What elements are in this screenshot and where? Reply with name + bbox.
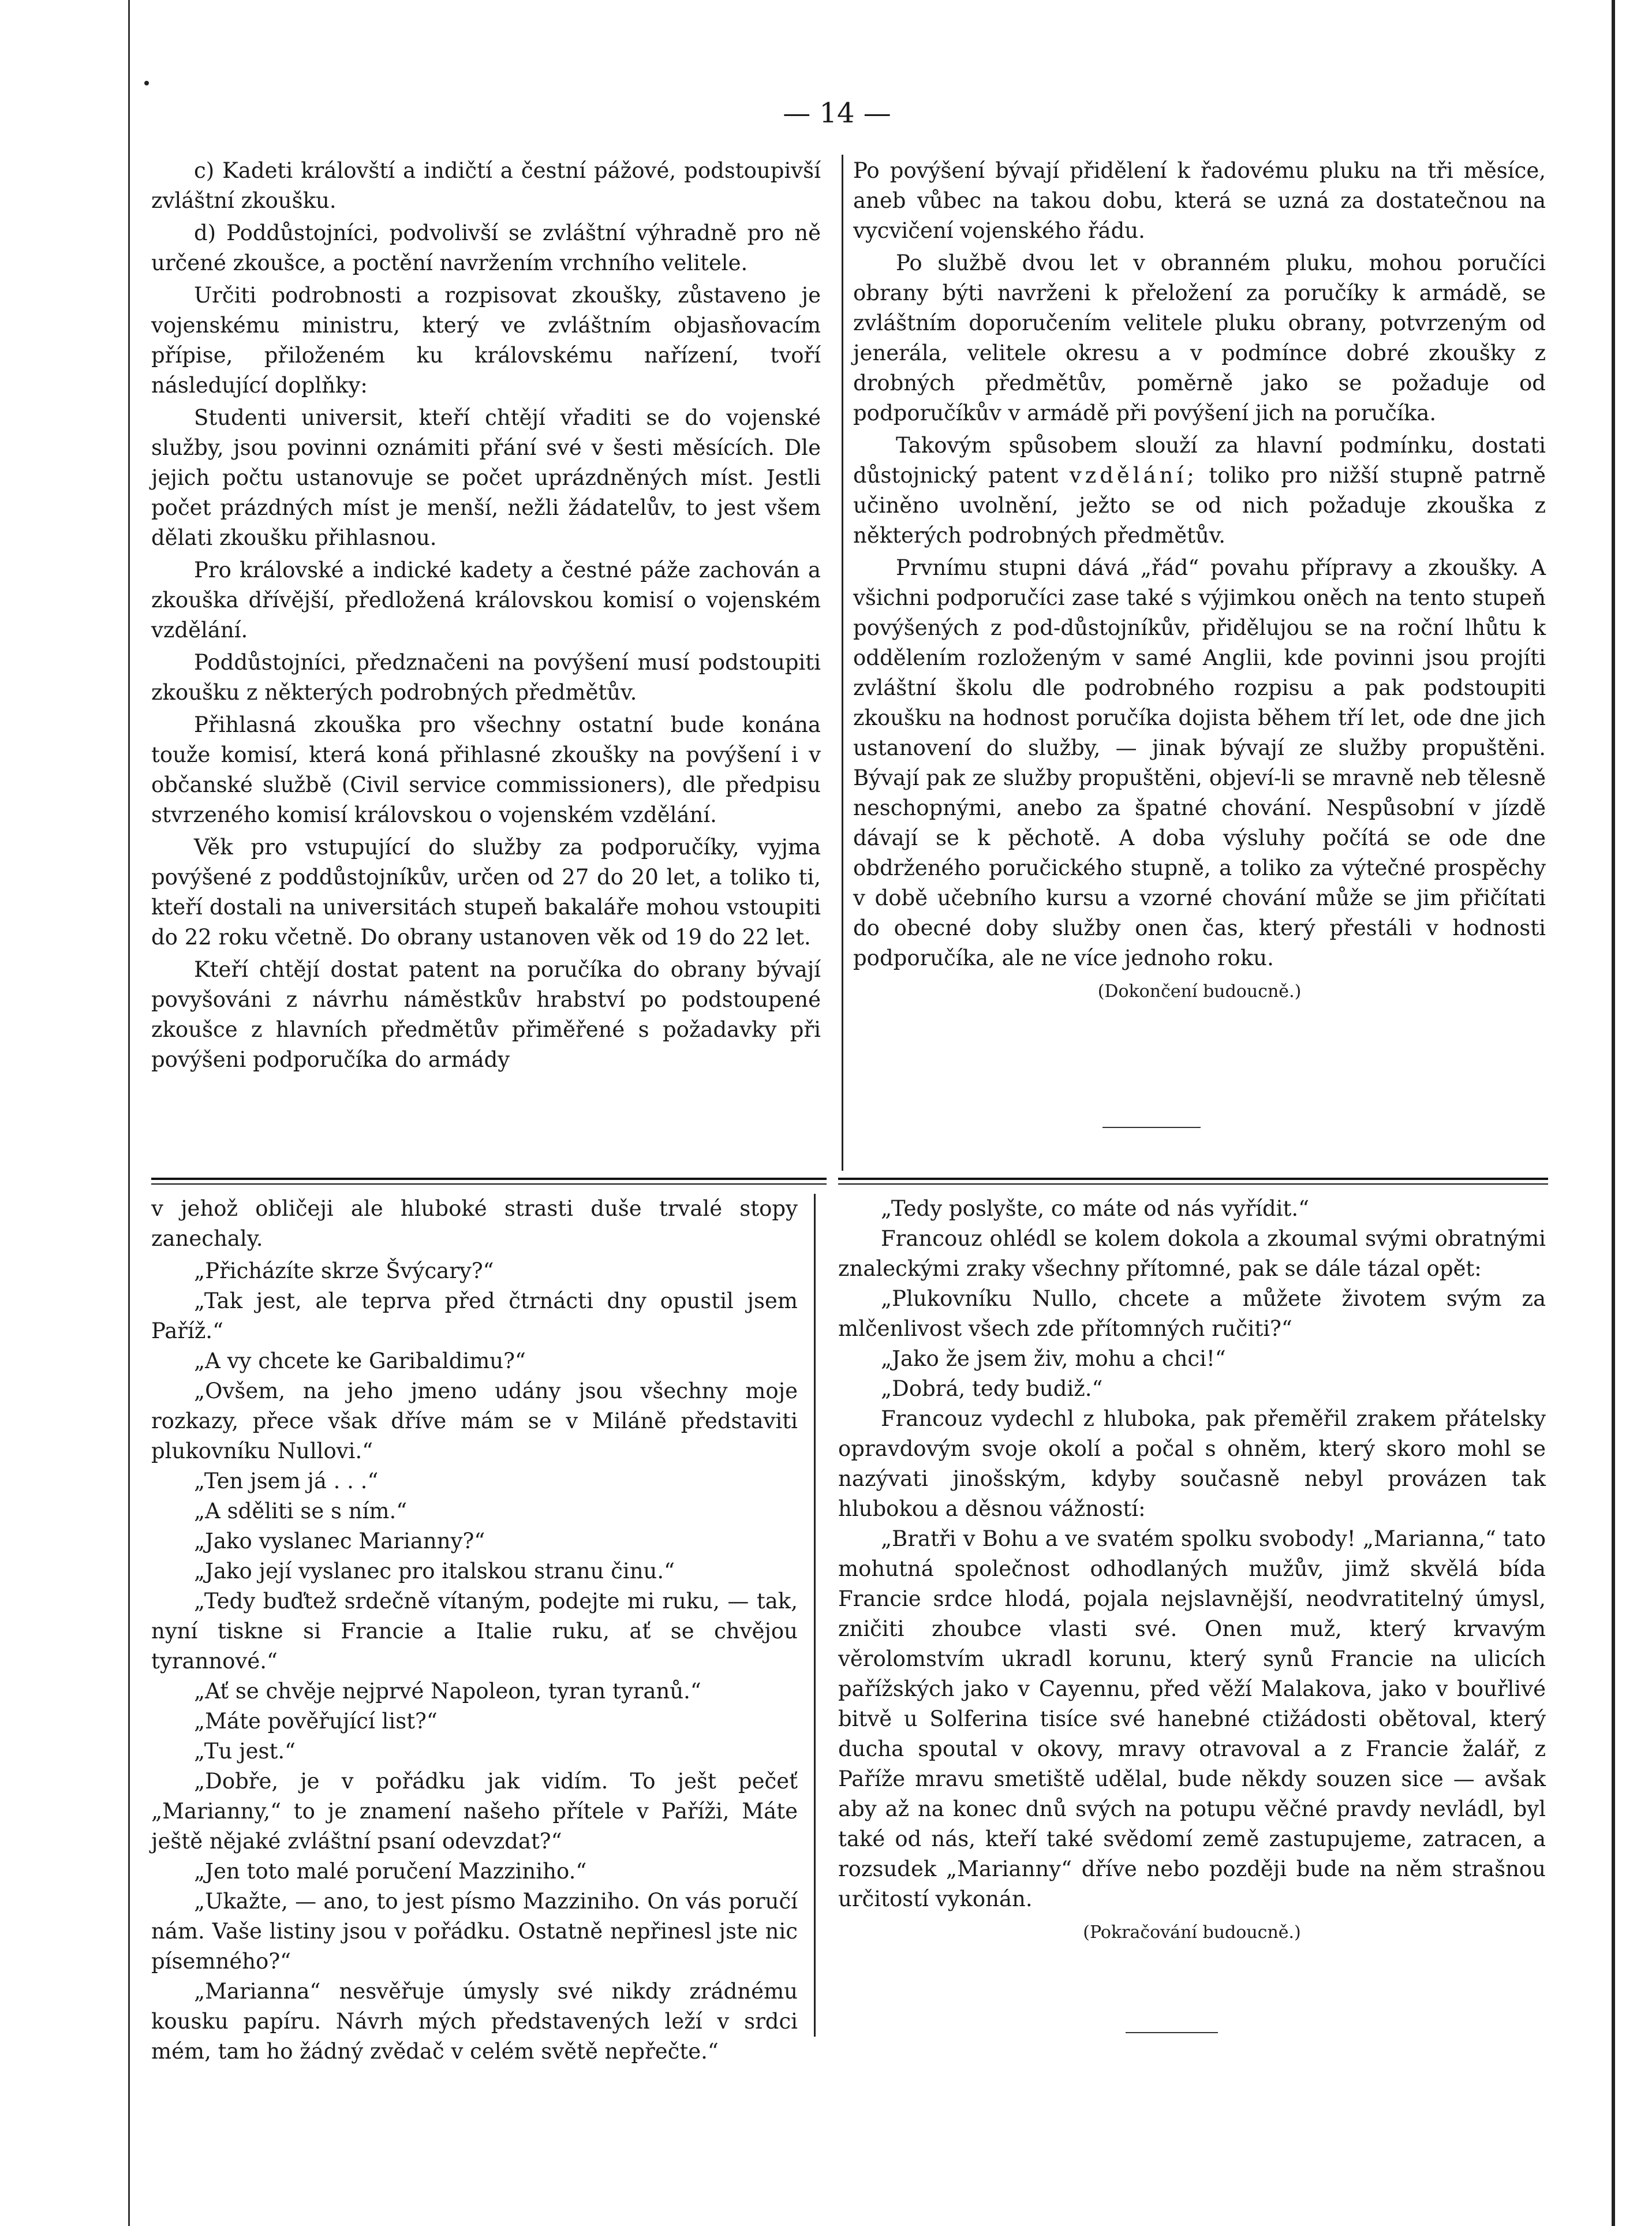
bottom-left-column bbox=[151, 1194, 798, 2067]
separator-rule bbox=[838, 1183, 1548, 1185]
paragraph: c) Kadeti královští a indičtí a čestní pážové, podstoupivší zvláštní zkoušku. bbox=[151, 158, 821, 213]
top-left-column bbox=[151, 156, 821, 1077]
dialog-line: „Máte pověřující list?“ bbox=[194, 1709, 438, 1734]
paragraph: Poddůstojníci, předznačeni na povýšení musí podstoupiti zkoušku z některých podrobných předmětův. bbox=[151, 650, 821, 705]
emphasis: vzdělání; bbox=[1069, 463, 1198, 488]
paragraph: Přihlasná zkouška pro všechny ostatní bude konána touže komisí, která koná přihlasné zkoušky na povýšení i v občanské službě (Civil service commissioners), dle předpisu stvrzeného komisí královskou o vojenském vzdělání. bbox=[151, 712, 821, 827]
paragraph: Prvnímu stupni dává „řád“ povahu přípravy a zkoušky. A všichni podporučíci zase také s výjimkou oněch na tento stupeň povýšených z pod-důstojníkův, přidělujou se na roční lhůtu k oddělením rozloženým v samé Anglii, kde povinni jsou projíti zvláštní školu dle podrobného rozpisu a pak podstoupiti zkoušku na hodnost poručíka dojista během tří let, ode dne jich ustanovení do služby, — jinak bývají ze služby propuštěni. Bývají pak ze služby propuštěni, objeví-li se mravně neb tělesně neschopnými, anebo za špatné chování. Nespůsobní v jízdě dávají se k pěchotě. A doba výsluhy počítá se ode dne obdrženého poručického stupně, a toliko za výtečné prospěchy v době učebního kursu a vzorné chování může se jim přičítati do obecné doby služby onen čas, který přestáli v hodnosti podporučíka, ale ne více jednoho roku. bbox=[853, 555, 1546, 970]
separator-rule bbox=[838, 1178, 1548, 1180]
paragraph: Francouz ohlédl se kolem dokola a zkoumal svými obratnými znaleckými zraky všechny přítomné, pak se dále tázal opět: bbox=[838, 1226, 1546, 1281]
separator-rule bbox=[151, 1183, 827, 1185]
dialog-line: „A sděliti se s ním.“ bbox=[194, 1499, 408, 1523]
text-run: toliko pro nižší stupně patrně učiněno uvolnění, ježto se od nich požaduje zkouška z některých podrobných předmětův. bbox=[853, 463, 1546, 548]
bottom-right-column bbox=[838, 1194, 1546, 1950]
dialog-line: „Jen toto malé poručení Mazziniho.“ bbox=[194, 1859, 587, 1884]
dialog-line: „Dobře, je v pořádku jak vidím. To ješt pečeť „Marianny,“ to je znamení našeho přítele v Paříži, Máte ještě nějaké zvláštní psaní odevzdat?“ bbox=[151, 1769, 798, 1854]
dialog-line: „Tu jest.“ bbox=[194, 1739, 296, 1764]
dialog-line: „A vy chcete ke Garibaldimu?“ bbox=[194, 1349, 526, 1373]
dialog-line: „Jako vyslanec Marianny?“ bbox=[194, 1529, 485, 1553]
text-run: Takovým spůsobem slouží za hlavní podmínku, dostati důstojnický patent bbox=[853, 433, 1546, 488]
dialog-line: „Ukažte, — ano, to jest písmo Mazziniho. On vás poručí nám. Vaše listiny jsou v pořádku. Ostatně nepřinesl jste nic písemného?“ bbox=[151, 1889, 798, 1974]
paragraph bbox=[853, 431, 1546, 551]
paragraph: v jehož obličeji ale hluboké strasti duše trvalé stopy zanechaly. bbox=[151, 1196, 798, 1251]
paragraph: Kteří chtějí dostat patent na poručíka do obrany bývají povyšováni z návrhu náměstkův hrabství po podstoupené zkoušce z hlavních předmětův přiměřené s požadavky při povýšeni podporučíka do armády bbox=[151, 957, 821, 1072]
column-divider bbox=[842, 155, 843, 1171]
paragraph: Studenti universit, kteří chtějí vřaditi se do vojenské služby, jsou povinni oznámiti přání své v šesti měsících. Dle jejich počtu ustanovuje se počet uprázdněných míst. Jestli počet prázdných míst je menší, nežli žádatelův, to jest všem dělati zkoušku přihlasnou. bbox=[151, 405, 821, 550]
section-divider bbox=[1102, 1127, 1201, 1128]
page-number: — 14 — bbox=[783, 97, 891, 129]
top-right-column bbox=[853, 156, 1546, 1009]
paragraph: „Bratři v Bohu a ve svatém spolku svobody! „Marianna,“ tato mohutná společnost odhodlaných mužův, jimž skvělá bída Francie srdce hlodá, pojala nejslavnější, neodvratitelný úmysl, zničiti zhoubce vlasti své. Onen muž, který krvavým věrolomstvím ukradl korunu, který synů Francie na ulicích pařížských jako v Cayennu, před věží Malakova, jako v bouřlivé bitvě u Solferina tisíce své hanebné ctižádosti obětoval, který ducha spoutal v okovy, mravy otravoval a z Francie žalář, z Paříže mravu smetiště udělal, bude někdy souzen sice — avšak aby až na konec dnů svých na potupu věčné pravdy nevládl, byl také od nás, kteří také svědomí země zastupujeme, zatracen, a rozsudek „Marianny“ dříve nebo později bude na něm strašnou určitostí vykonán. bbox=[838, 1526, 1546, 1911]
dialog-line: „Marianna“ nesvěřuje úmysly své nikdy zrádnému kousku papíru. Návrh mých představených leží v srdci mém, tam ho žádný zvědač v celém světě nepřečte.“ bbox=[151, 1979, 798, 2064]
paragraph: Francouz vydechl z hluboka, pak přeměřil zrakem přátelsky opravdovým svoje okolí a počal s ohněm, který skoro mohl se nazývati jinošským, kdyby současně nebyl provázen tak hlubokou a děsnou vážností: bbox=[838, 1406, 1546, 1521]
continuation-note: (Pokračování budoucně.) bbox=[1083, 1922, 1301, 1943]
paragraph: Určiti podrobnosti a rozpisovat zkoušky, zůstaveno je vojenskému ministru, který ve zvláštním objasňovacím přípise, přiloženém ku královskému nařízení, tvoří následující doplňky: bbox=[151, 283, 821, 398]
section-divider bbox=[1126, 2032, 1218, 2033]
paragraph: Po službě dvou let v obranném pluku, mohou poručíci obrany býti navrženi k přeložení za poručíky k armádě, se zvláštním doporučením velitele pluku obrany, potvrzeným od jenerála, velitele okresu a v podmínce dobré zkoušky z drobných předmětův, poměrně jako se požaduje od podporučíkův v armádě při povýšení jich na poručíka. bbox=[853, 251, 1546, 425]
dialog-line: „Tak jest, ale teprva před čtrnácti dny opustil jsem Paříž.“ bbox=[151, 1288, 798, 1343]
dialog-line: „Ten jsem já . . .“ bbox=[194, 1469, 379, 1493]
paragraph: d) Poddůstojníci, podvolivší se zvláštní výhradně pro ně určené zkoušce, a poctění navržením vrchního velitele. bbox=[151, 221, 821, 275]
separator-rule bbox=[151, 1178, 827, 1180]
paragraph: Pro královské a indické kadety a čestné páže zachován a zkouška dřívější, předložená královskou komisí o vojenském vzdělání. bbox=[151, 558, 821, 643]
dialog-line: „Ovšem, na jeho jmeno udány jsou všechny moje rozkazy, přece však dříve mám se v Miláně představiti plukovníku Nullovi.“ bbox=[151, 1379, 798, 1463]
paragraph: Věk pro vstupující do služby za podporučíky, vyjma povýšené z poddůstojníkův, určen od 27 do 20 let, a toliko ti, kteří dostali na universitách stupeň bakaláře mohou vstoupiti do 22 roku včetně. Do obrany ustanoven věk od 19 do 22 let. bbox=[151, 835, 821, 950]
dialog-line: „Dobrá, tedy budiž.“ bbox=[881, 1376, 1103, 1401]
dialog-line: „Přicházíte skrze Švýcary?“ bbox=[194, 1258, 494, 1283]
dialog-line: „Tedy buďtež srdečně vítaným, podejte mi ruku, — tak, nyní tiskne si Francie a Italie ruku, ať se chvějou tyrannové.“ bbox=[151, 1589, 798, 1674]
column-divider bbox=[814, 1194, 816, 2037]
dialog-line: „Jako její vyslanec pro italskou stranu činu.“ bbox=[194, 1559, 675, 1583]
paragraph: Po povýšení bývají přidělení k řadovému pluku na tři měsíce, aneb vůbec na takou dobu, která se uzná za dostatečnou na vycvičení vojenského řádu. bbox=[853, 158, 1546, 243]
continuation-note: (Dokončení budoucně.) bbox=[1097, 981, 1302, 1002]
dialog-line: „Tedy poslyšte, co máte od nás vyřídit.“ bbox=[881, 1196, 1310, 1221]
dialog-line: „Ať se chvěje nejprvé Napoleon, tyran tyranů.“ bbox=[194, 1679, 701, 1704]
dialog-line: „Jako že jsem živ, mohu a chci!“ bbox=[881, 1346, 1226, 1371]
dialog-line: „Plukovníku Nullo, chcete a můžete životem svým za mlčenlivost všech zde přítomných ručiti?“ bbox=[838, 1286, 1546, 1341]
